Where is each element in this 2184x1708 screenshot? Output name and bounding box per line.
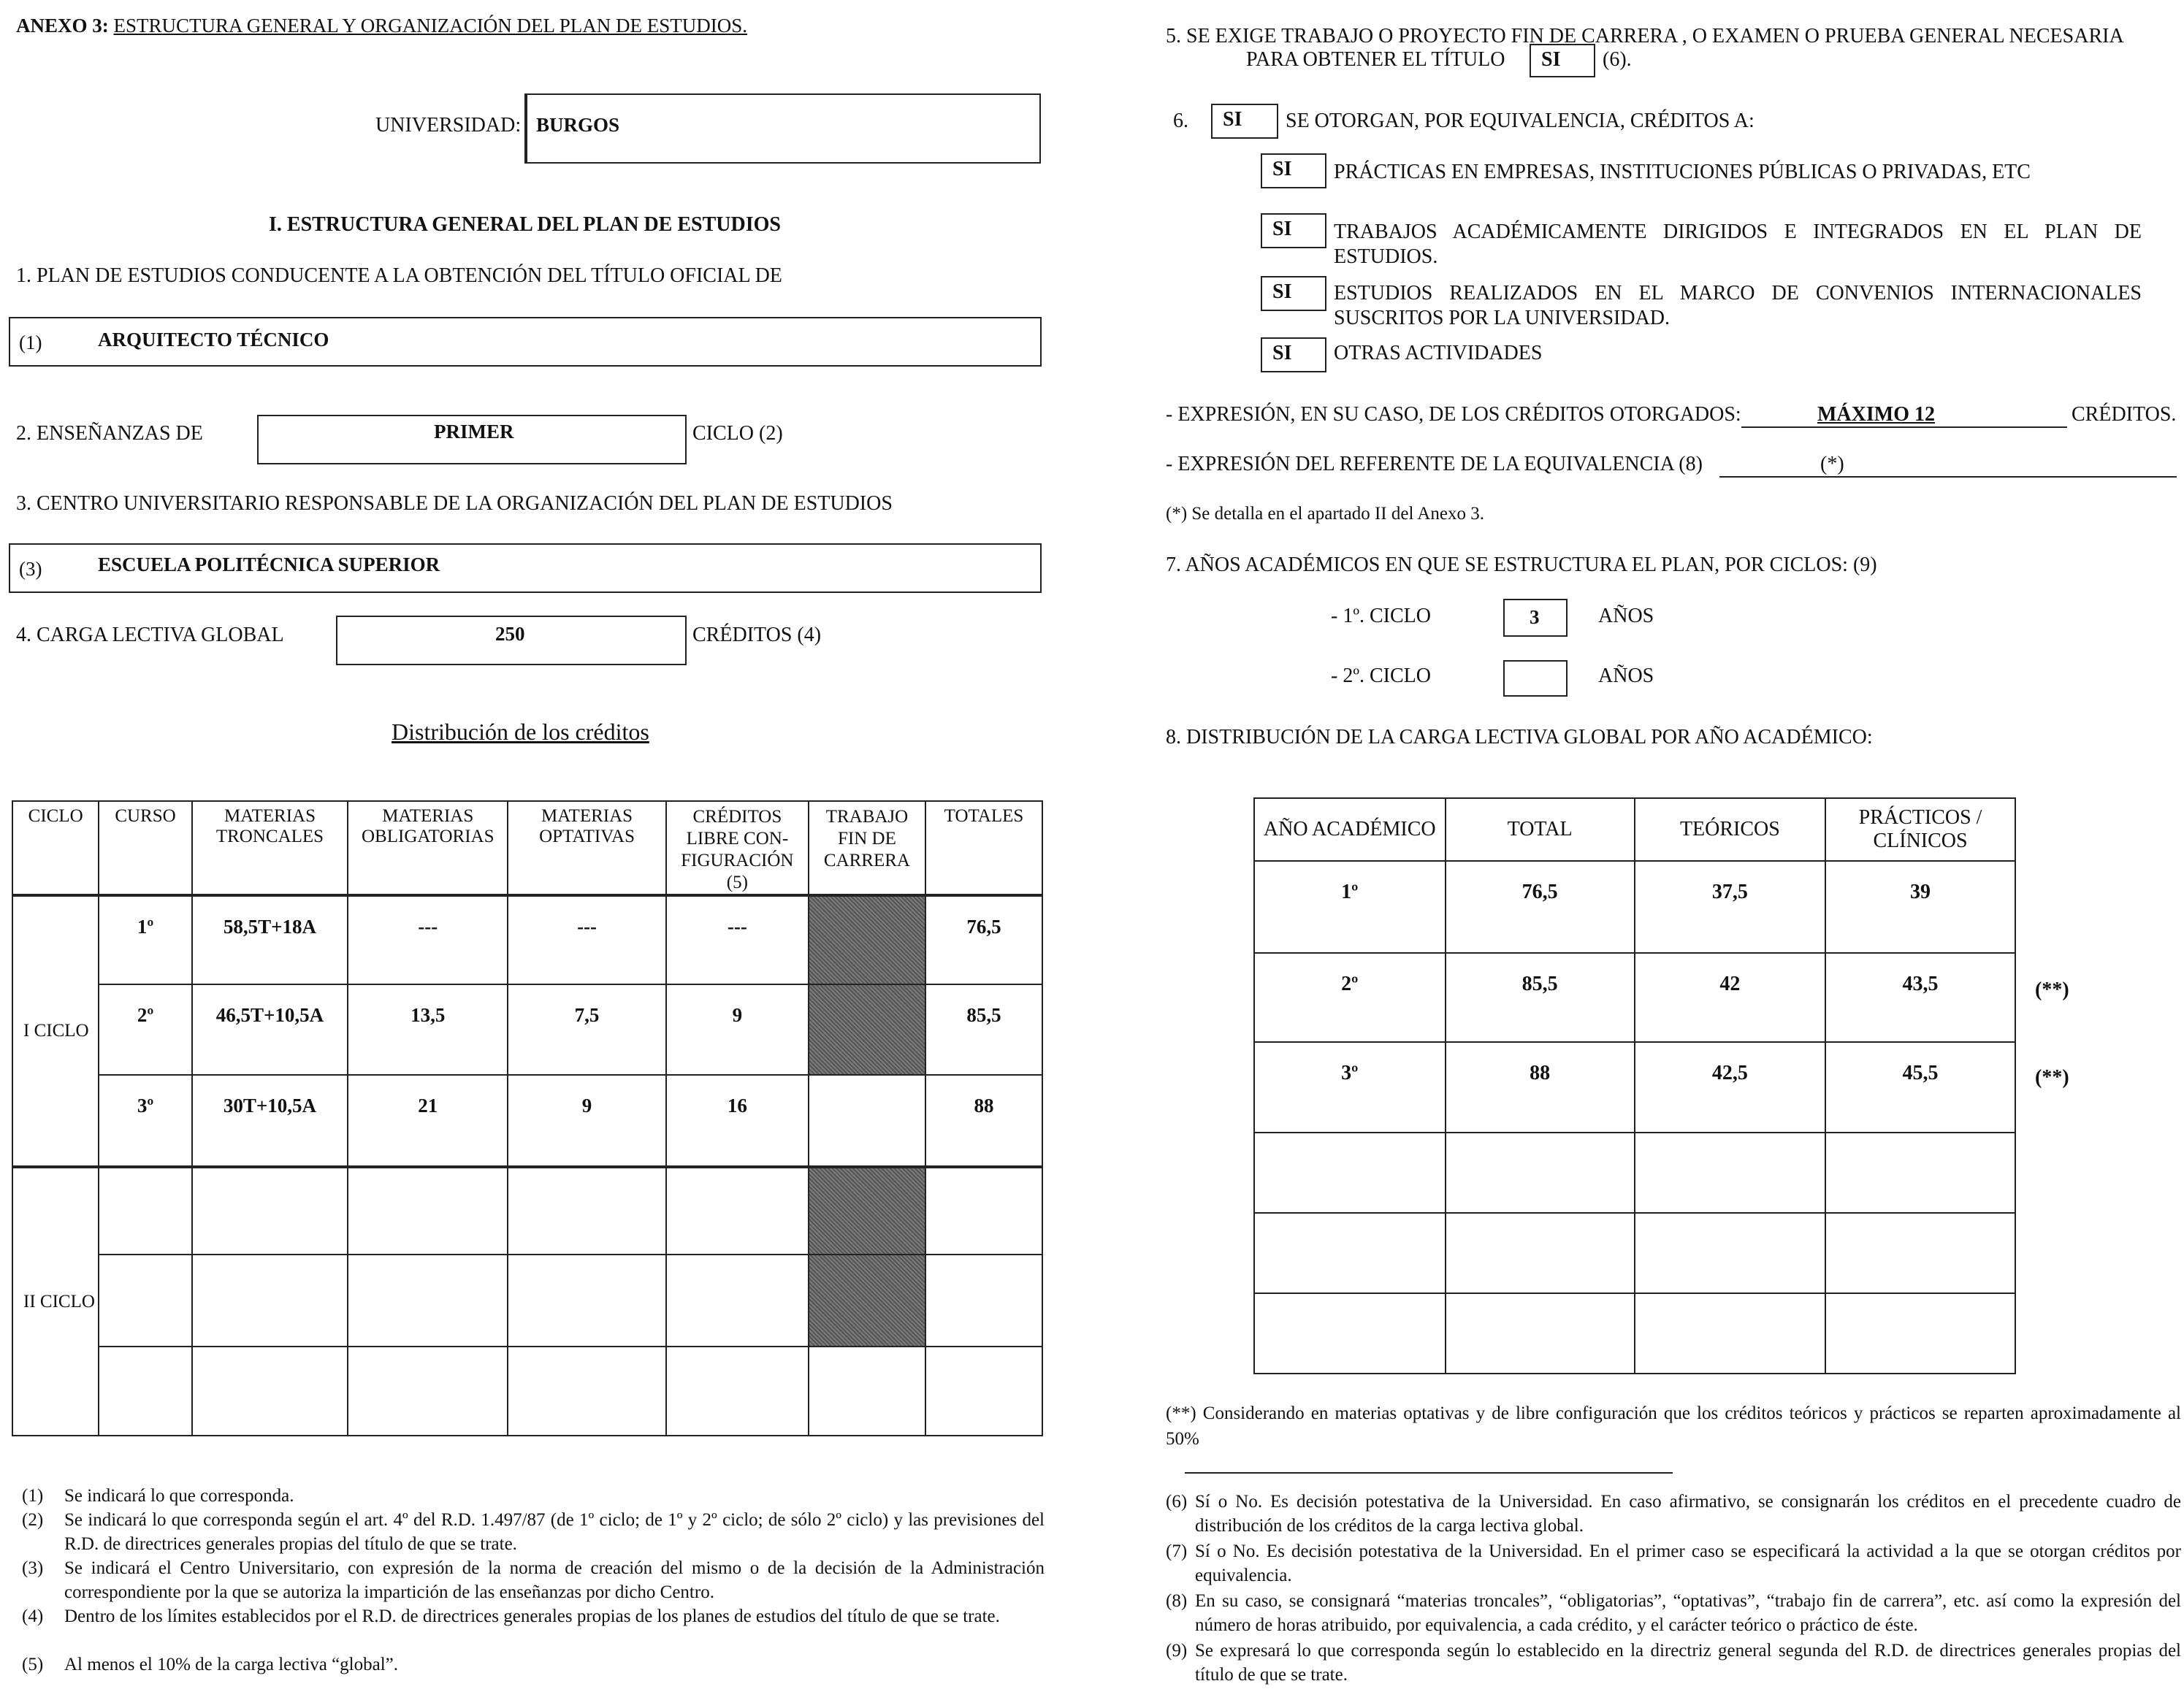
footnote-separator bbox=[1185, 1472, 1673, 1474]
shaded-cell bbox=[809, 984, 925, 1075]
header-ciclo: CICLO bbox=[12, 801, 99, 895]
table-row bbox=[1254, 861, 2015, 953]
center-ref: (3) bbox=[19, 558, 42, 580]
footnote: (9) Se expresará lo que corresponda según lo establecido en la directriz general segunda del R.D. de directrices generales propias del título de que se trate. bbox=[1166, 1641, 2181, 1685]
header-total: TOTAL bbox=[1446, 798, 1635, 861]
empty-cell bbox=[809, 1075, 925, 1167]
table-row bbox=[1254, 1042, 2015, 1133]
center-value: ESCUELA POLITÉCNICA SUPERIOR bbox=[98, 554, 440, 575]
total-cell: 76,5 bbox=[1446, 861, 1635, 953]
header-libre: CRÉDITOS LIBRE CON-FIGURACIÓN (5) bbox=[666, 801, 809, 895]
double-asterisk-note: (**) Considerando en materias optativas y de libre configuración que los créditos teóricos y prácticos se reparten aproximadamente al 50% bbox=[1166, 1403, 2181, 1449]
expr1-value: MÁXIMO 12 bbox=[1817, 403, 1935, 426]
header-troncales: MATERIAS TRONCALES bbox=[192, 801, 348, 895]
table-row bbox=[12, 1255, 1042, 1347]
item6-text: SE OTORGAN, POR EQUIVALENCIA, CRÉDITOS A: bbox=[1286, 110, 1755, 132]
item7-text: 7. AÑOS ACADÉMICOS EN QUE SE ESTRUCTURA EL PLAN, POR CICLOS: (9) bbox=[1166, 554, 1877, 576]
footnote: (4) Dentro de los límites establecidos por el R.D. de directrices generales propias de los planes de estudios del título de que se trate. bbox=[22, 1606, 1000, 1626]
annex-label: ANEXO 3 bbox=[16, 15, 102, 37]
option-checkbox: SI bbox=[1261, 213, 1326, 248]
table-row bbox=[12, 1167, 1042, 1255]
cycle1-years-value: 3 bbox=[1530, 606, 1540, 628]
footnote: (5) Al menos el 10% de la carga lectiva “global”. bbox=[22, 1655, 398, 1674]
teoricos-cell: 42,5 bbox=[1635, 1042, 1825, 1133]
item5-line1: 5. SE EXIGE TRABAJO O PROYECTO FIN DE CARRERA , O EXAMEN O PRUEBA GENERAL NECESARIA bbox=[1166, 25, 2124, 47]
year-cell: 2º bbox=[1254, 953, 1446, 1042]
degree-field bbox=[9, 317, 1042, 367]
total-cell: 88 bbox=[1446, 1042, 1635, 1133]
distribution-title: Distribución de los créditos bbox=[392, 719, 649, 745]
item2-suffix: CICLO (2) bbox=[692, 422, 783, 445]
header-curso: CURSO bbox=[99, 801, 191, 895]
table-row bbox=[1254, 1133, 2015, 1213]
table-row bbox=[12, 984, 1042, 1075]
footnote: (7) Sí o No. Es decisión potestativa de la Universidad. En el primer caso se especificará la actividad a la que se otorgan créditos por equivalencia. bbox=[1166, 1542, 2181, 1585]
total-cell: 85,5 bbox=[1446, 953, 1635, 1042]
header-optativas: MATERIAS OPTATIVAS bbox=[508, 801, 666, 895]
item5-suffix: (6). bbox=[1603, 48, 1632, 71]
center-field bbox=[9, 543, 1042, 593]
curso-cell: 3º bbox=[99, 1075, 191, 1167]
libre-cell: --- bbox=[666, 895, 809, 984]
totales-cell: 76,5 bbox=[925, 895, 1042, 984]
item3-text: 3. CENTRO UNIVERSITARIO RESPONSABLE DE LA ORGANIZACIÓN DEL PLAN DE ESTUDIOS bbox=[16, 492, 893, 515]
optativas-cell: 7,5 bbox=[508, 984, 666, 1075]
row-mark: (**) bbox=[2035, 1066, 2069, 1089]
expr1-line bbox=[1741, 426, 2067, 428]
practicos-cell: 39 bbox=[1825, 861, 2015, 953]
cycle1-unit: AÑOS bbox=[1598, 605, 1654, 627]
item8-text: 8. DISTRIBUCIÓN DE LA CARGA LECTIVA GLOBAL POR AÑO ACADÉMICO: bbox=[1166, 726, 1873, 748]
troncales-cell: 58,5T+18A bbox=[192, 895, 348, 984]
option-text-line2: SUSCRITOS POR LA UNIVERSIDAD. bbox=[1334, 307, 1671, 329]
option-checkbox: SI bbox=[1261, 276, 1326, 311]
teoricos-cell: 42 bbox=[1635, 953, 1825, 1042]
item4-suffix: CRÉDITOS (4) bbox=[692, 624, 822, 646]
totales-cell: 88 bbox=[925, 1075, 1042, 1167]
university-value: BURGOS bbox=[536, 114, 620, 136]
item5-line2: PARA OBTENER EL TÍTULO bbox=[1246, 48, 1505, 71]
expr1-suffix: CRÉDITOS. bbox=[2072, 403, 2177, 426]
header-practicos: PRÁCTICOS / CLÍNICOS bbox=[1825, 798, 2015, 861]
expr2-line bbox=[1719, 476, 2177, 478]
practicos-cell: 43,5 bbox=[1825, 953, 2015, 1042]
option-text: TRABAJOS ACADÉMICAMENTE DIRIGIDOS E INTEGRADOS EN EL PLAN DE bbox=[1334, 221, 2142, 243]
expr2-value: (*) bbox=[1820, 453, 1844, 475]
footnote: (3) Se indicará el Centro Universitario, con expresión de la norma de creación del mismo o de la decisión de la Administración correspondiente por la que se autoriza la impartición de las enseñanzas por dicho Centro. bbox=[22, 1558, 1045, 1602]
item4-label: 4. CARGA LECTIVA GLOBAL bbox=[16, 624, 284, 646]
troncales-cell: 30T+10,5A bbox=[192, 1075, 348, 1167]
obligatorias-cell: --- bbox=[348, 895, 508, 984]
totales-cell: 85,5 bbox=[925, 984, 1042, 1075]
option-text: PRÁCTICAS EN EMPRESAS, INSTITUCIONES PÚBLICAS O PRIVADAS, ETC bbox=[1334, 161, 2031, 183]
row-mark: (**) bbox=[2035, 979, 2069, 1001]
cycle2-label: - 2º. CICLO bbox=[1331, 665, 1432, 687]
degree-ref: (1) bbox=[19, 332, 42, 353]
shaded-cell bbox=[809, 1167, 925, 1255]
table-row bbox=[12, 1075, 1042, 1167]
annex-title: ESTRUCTURA GENERAL Y ORGANIZACIÓN DEL PLAN DE ESTUDIOS. bbox=[113, 15, 747, 37]
table-row bbox=[1254, 1213, 2015, 1293]
footnote: (8) En su caso, se consignará “materias troncales”, “obligatorias”, “optativas”, “trabajo fin de carrera”, etc. así como la expresión del número de horas atribuido, por equivalencia, a cada crédito, y el carácter teórico o práctico de éste. bbox=[1166, 1591, 2181, 1635]
table-row bbox=[1254, 953, 2015, 1042]
cycle2-years-box bbox=[1503, 660, 1568, 697]
cycle2-unit: AÑOS bbox=[1598, 665, 1654, 687]
cycle-value: PRIMER bbox=[434, 421, 514, 443]
credits-table bbox=[12, 800, 1043, 1436]
annex-heading: ANEXO 3: ESTRUCTURA GENERAL Y ORGANIZACIÓN DEL PLAN DE ESTUDIOS. bbox=[16, 15, 747, 37]
teoricos-cell: 37,5 bbox=[1635, 861, 1825, 953]
header-totales: TOTALES bbox=[925, 801, 1042, 895]
item6-checkbox: SI bbox=[1211, 104, 1278, 139]
option-checkbox: SI bbox=[1261, 337, 1326, 372]
item1-text: 1. PLAN DE ESTUDIOS CONDUCENTE A LA OBTENCIÓN DEL TÍTULO OFICIAL DE bbox=[16, 264, 782, 287]
university-label: UNIVERSIDAD: bbox=[375, 114, 522, 137]
university-field bbox=[524, 93, 1041, 164]
ciclo2-label: II CICLO bbox=[12, 1167, 99, 1436]
option-text-line2: ESTUDIOS. bbox=[1334, 245, 1438, 268]
shaded-cell bbox=[809, 1255, 925, 1347]
header-year: AÑO ACADÉMICO bbox=[1254, 798, 1446, 861]
shaded-cell bbox=[809, 895, 925, 984]
table-row bbox=[12, 1347, 1042, 1436]
header-trabajo: TRABAJO FIN DE CARRERA bbox=[809, 801, 925, 895]
footnote: (6) Sí o No. Es decisión potestativa de la Universidad. En caso afirmativo, se consignarán los créditos en el precedente cuadro de distribución de los créditos de la carga lectiva global. bbox=[1166, 1492, 2181, 1536]
footnote: (1) Se indicará lo que corresponda. bbox=[22, 1486, 294, 1506]
ciclo1-label: I CICLO bbox=[12, 895, 99, 1167]
curso-cell: 1º bbox=[99, 895, 191, 984]
libre-cell: 9 bbox=[666, 984, 809, 1075]
option-text: ESTUDIOS REALIZADOS EN EL MARCO DE CONVENIOS INTERNACIONALES bbox=[1334, 282, 2142, 305]
credits-field bbox=[336, 616, 687, 665]
libre-cell: 16 bbox=[666, 1075, 809, 1167]
table-row bbox=[1254, 1293, 2015, 1374]
credits-value: 250 bbox=[495, 623, 525, 645]
asterisk-note: (*) Se detalla en el apartado II del Anexo 3. bbox=[1166, 504, 1484, 524]
item2-label: 2. ENSEÑANZAS DE bbox=[16, 422, 203, 445]
footnote: (2) Se indicará lo que corresponda según el art. 4º del R.D. 1.497/87 (de 1º ciclo; de 1º y 2º ciclo; de sólo 2º ciclo) y las previsiones del R.D. de directrices generales propias del título de que se trate. bbox=[22, 1510, 1045, 1554]
header-obligatorias: MATERIAS OBLIGATORIAS bbox=[348, 801, 508, 895]
cycle1-years-box bbox=[1503, 599, 1568, 637]
cycle1-label: - 1º. CICLO bbox=[1331, 605, 1432, 627]
obligatorias-cell: 21 bbox=[348, 1075, 508, 1167]
obligatorias-cell: 13,5 bbox=[348, 984, 508, 1075]
option-checkbox: SI bbox=[1261, 153, 1326, 188]
year-cell: 1º bbox=[1254, 861, 1446, 953]
practicos-cell: 45,5 bbox=[1825, 1042, 2015, 1133]
item6-num: 6. bbox=[1173, 110, 1188, 132]
expr2-label: - EXPRESIÓN DEL REFERENTE DE LA EQUIVALENCIA (8) bbox=[1166, 453, 1703, 475]
optativas-cell: --- bbox=[508, 895, 666, 984]
header-teoricos: TEÓRICOS bbox=[1635, 798, 1825, 861]
curso-cell: 2º bbox=[99, 984, 191, 1075]
section1-title: I. ESTRUCTURA GENERAL DEL PLAN DE ESTUDIOS bbox=[269, 213, 781, 236]
year-distribution-table bbox=[1253, 797, 2016, 1374]
table-row bbox=[12, 895, 1042, 984]
optativas-cell: 9 bbox=[508, 1075, 666, 1167]
cycle-field bbox=[257, 415, 687, 464]
year-cell: 3º bbox=[1254, 1042, 1446, 1133]
item5-checkbox: SI bbox=[1530, 44, 1595, 77]
degree-value: ARQUITECTO TÉCNICO bbox=[98, 329, 329, 351]
expr1-label: - EXPRESIÓN, EN SU CASO, DE LOS CRÉDITOS OTORGADOS: bbox=[1166, 403, 1741, 426]
option-text: OTRAS ACTIVIDADES bbox=[1334, 342, 1543, 364]
troncales-cell: 46,5T+10,5A bbox=[192, 984, 348, 1075]
